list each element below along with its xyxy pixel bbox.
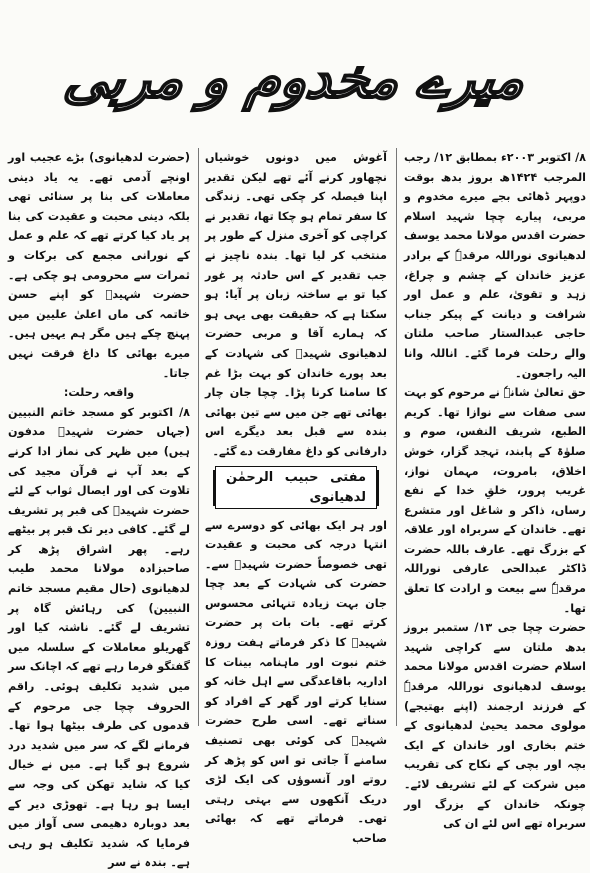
paragraph: اور ہر ایک بھائی کو دوسرے سے انتہا درجہ کی محبت و عقیدت تھی خصوصاً حضرت شہیدؒ سے۔ حضرت کی شہادت کے بعد چچا جان بہت زیادہ تنہائی محسوس کرتے تھے۔ بات بات پر حضرت شہیدؒ کا ذکر فرماتے ہفت روزہ ختم نبوت اور ماہنامہ بینات کا اداریہ باقاعدگی سے اہل خانہ کو سنایا کرتے اور گھر کے افراد کو سناتے تھے۔ اسی طرح حضرت شہیدؒ کی کوئی بھی تصنیف سامنے آ جاتی تو اس کو پڑھ کر روتے اور آنسوؤں کی ایک لڑی دریک آنکھوں سے بہتی رہتی تھی۔ فرماتے تھے کہ بھائی صاحب <box>205 518 387 845</box>
section-subheading: واقعہ رحلت: <box>63 386 135 400</box>
paragraph: حضرت چچا جی ۱۳/ ستمبر بروز بدھ ملتان سے کراچی شہید اسلام حضرت اقدس مولانا محمد یوسف لدھیانوی نوراللہ مرقدہٗ کے فرزند ارجمند (اپنے بھتیجے) مولوی محمد یحییٰ لدھیانوی کے ختم بخاری اور خاندان کے ایک بچہ اور بچی کے نکاح کی تقریب میں شرکت کے لئے تشریف لائے۔ چونکہ خاندان کے بزرگ اور سربراہ تھے اس لئے ان کی <box>404 621 587 831</box>
column-left <box>8 148 190 870</box>
author-byline-box <box>213 470 379 506</box>
column-divider <box>396 148 397 726</box>
column-divider <box>198 148 199 726</box>
headline-text: میرے مخدوم و مربی <box>60 46 530 110</box>
paragraph: آغوش میں دونوں خوشیاں نچھاور کرنے آئے تھے لیکن تقدیر اپنا فیصلہ کر چکی تھی۔ زندگی کا سفر تمام ہو چکا تھا، تقدیر نے کراچی کو آخری منزل کے طور پر منتخب کر لیا تھا۔ بندہ ناچیز نے جب تقدیر کے اس حادثہ پر غور کیا تو بے ساختہ زبان پر آیا: ہو سکتا ہے کہ حقیقت بھی یہی ہو کہ ہمارے آقا و مربی حضرت لدھیانوی شہیدؒ کی شہادت کے بعد پورے خاندان کو بہت بڑا غم کا سامنا کرنا پڑا۔ چچا جان چار بھائی تھے جن میں سے تین بھائی بندہ سے قبل بعد دیگرے اس دارفانی کو داغ مفارقت دے گئے۔ <box>205 151 387 458</box>
paragraph: (حضرت لدھیانوی) بڑے عجیب اور اونچے آدمی تھے۔ یہ یاد دینی معاملات کی بنا پر سنائی تھی بلکہ دینی محبت و عقیدت کی بنا پر یاد کیا کرتے تھے کہ علم و عمل کے نورانی مجمع کی برکات و ثمرات سے محرومی ہو چکی ہے۔ حضرت شہیدؒ کو اپنے حسن خاتمہ کی ماں اعلیٰ علیین میں پہنچ چکے ہیں مگر ہم یہیں ہیں۔ میرے بھائی کا داغ فرقت نہیں جاتا۔ <box>8 151 190 380</box>
paragraph: حق تعالیٰ شانہٗ نے مرحوم کو بہت سی صفات سے نوازا تھا۔ کریم الطبع، شریف النفس، صوم و صلوٰۃ کے پابند، تہجد گزار، خوش اخلاق، بامروت، مہمان نواز، غریب پرور، خلقِ خدا کے نفع رساں، ذاکر و شاغل اور متشرع تھے۔ خاندان کے سربراہ اور علاقہ کے بزرگ تھے۔ عارف باللہ حضرت ڈاکٹر عبدالحی عارفی نوراللہ مرقدہٗ سے بیعت و ارادت کا تعلق تھا۔ <box>404 386 586 615</box>
paragraph: ۸/ اکتوبر ۲۰۰۳ء بمطابق ۱۲/ رجب المرجب ۱۴۲۴ھ بروز بدھ بوقت دوپہر ڈھائی بجے میرے مخدوم و مربی، پیارے چچا شہید اسلام حضرت اقدس مولانا محمد یوسف لدھیانوی نوراللہ مرقدہٗ کے برادر عزیز خاندان کے چشم و چراغ، زہد و تقویٰ، علم و عمل اور شرافت و دیانت کے پیکر جناب حاجی عبدالستار صاحب ملتان والے رحلت فرما گئے۔ اناللہ وانا الیہ راجعون۔ <box>404 151 587 380</box>
column-middle <box>205 148 387 845</box>
article-headline <box>60 28 530 128</box>
column-right <box>404 148 587 831</box>
paragraph: ۸/ اکتوبر کو مسجد خاتم النبیین (جہاں حضرت شہیدؒ مدفون ہیں) میں ظہر کی نماز ادا کرنے کے بعد آپ نے قرآن مجید کی تلاوت کی اور ایصال ثواب کے لئے حضرت شہیدؒ کی قبر پر تشریف لے گئے۔ کافی دیر تک قبر پر بیٹھے رہے۔ پھر اشراق پڑھ کر صاحبزادہ مولانا محمد طیب لدھیانوی (حال مقیم مسجد خاتم النبیین) کی رہائش گاہ پر تشریف لے گئے۔ ناشتہ کیا اور گھریلو معاملات کے سلسلہ میں گفتگو فرما رہے تھے کہ اچانک سر میں شدید تکلیف ہوئی۔ راقم الحروف چچا جی مرحوم کے قدموں کی طرف بیٹھا ہوا تھا۔ فرمانے لگے کہ سر میں شدید درد شروع ہو گیا ہے۔ میں نے خیال کیا کہ شاید تھکن کی وجہ سے ایسا ہو رہا ہے۔ تھوڑی دیر کے بعد دوبارہ دھیمی سی آواز میں فرمایا کہ شدید تکلیف ہو رہی ہے۔ بندہ نے سر <box>8 405 190 870</box>
author-byline: مفتی حبیب الرحمٰن لدھیانوی <box>215 466 377 509</box>
